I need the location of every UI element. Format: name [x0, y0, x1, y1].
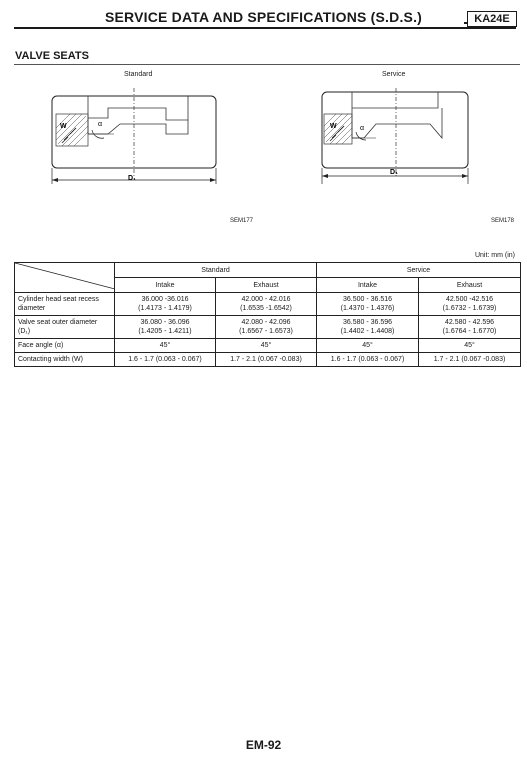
table-cell [317, 316, 419, 339]
cell-in: (1.4173 - 1.4179) [138, 305, 192, 312]
cell-in: (1.4370 - 1.4376) [340, 305, 395, 312]
table-cell [115, 293, 216, 316]
standard-figure-label: Standard [124, 71, 153, 78]
cell-mm: 36.080 - 36.096 [140, 319, 190, 326]
row-label-line-2: (D₁) [18, 328, 31, 335]
standard-alpha-label: α [98, 121, 103, 128]
cell-mm: 42.000 - 42.016 [241, 296, 291, 303]
table-group-header-row [15, 263, 521, 278]
cell-in: (1.6764 - 1.6770) [442, 328, 497, 335]
service-figure-label: Service [382, 71, 406, 78]
cell-mm: 42.500 -42.516 [445, 296, 494, 303]
service-w-label: W [330, 123, 337, 130]
row-label [15, 293, 115, 316]
model-code-badge: KA24E [467, 11, 517, 27]
page-number: EM-92 [245, 738, 282, 752]
table-cell [317, 293, 419, 316]
table-cell [216, 316, 317, 339]
table-cell: 45° [115, 339, 216, 353]
standard-figure-code: SEM177 [230, 218, 254, 224]
unit-note: Unit: mm (in) [474, 252, 515, 259]
cell-mm: 42.080 - 42.096 [241, 319, 291, 326]
cell-in: (1.4205 - 1.4211) [138, 328, 192, 335]
table-cell: 1.6 - 1.7 (0.063 - 0.067) [317, 353, 419, 367]
corner-diagonal-line [15, 263, 115, 289]
standard-d-label: D₁ [128, 175, 136, 182]
group-header-standard: Standard [115, 263, 317, 278]
section-title: VALVE SEATS [15, 50, 89, 62]
table-cell: 1.7 - 2.1 (0.067 -0.083) [216, 353, 317, 367]
table-corner-cell [15, 263, 115, 293]
header-rule [14, 27, 516, 29]
cell-in: (1.4402 - 1.4408) [340, 328, 395, 335]
table-row [15, 339, 521, 353]
page-header-title: SERVICE DATA AND SPECIFICATIONS (S.D.S.) [104, 9, 423, 25]
row-label-line-2: diameter [18, 305, 46, 312]
table-cell: 1.6 - 1.7 (0.063 - 0.067) [115, 353, 216, 367]
group-header-service: Service [317, 263, 521, 278]
service-figure-code: SEM178 [491, 218, 515, 224]
table-cell [216, 293, 317, 316]
table-cell [115, 316, 216, 339]
row-label-line-1: Valve seat outer diameter [18, 319, 98, 326]
table-cell: 1.7 - 2.1 (0.067 -0.083) [419, 353, 521, 367]
table-cell [419, 293, 521, 316]
cell-in: (1.6732 - 1.6739) [442, 305, 497, 312]
service-d-label: D₁ [390, 169, 398, 176]
valve-seat-spec-table [14, 262, 521, 367]
sub-header-service-exhaust: Exhaust [419, 278, 521, 293]
sub-header-standard-exhaust: Exhaust [216, 278, 317, 293]
sub-header-standard-intake: Intake [115, 278, 216, 293]
table-row [15, 316, 521, 339]
standard-w-label: W [60, 123, 67, 130]
row-label-line-1: Cylinder head seat recess [18, 296, 99, 303]
cell-in: (1.6535 -1.6542) [240, 305, 292, 312]
cell-mm: 36.500 - 36.516 [342, 296, 393, 303]
table-cell [419, 316, 521, 339]
cell-in: (1.6567 - 1.6573) [239, 328, 293, 335]
cell-mm: 36.000 -36.016 [141, 296, 189, 303]
row-label: Contacting width (W) [15, 353, 115, 367]
row-label: Face angle (α) [15, 339, 115, 353]
standard-valve-seat-diagram [48, 88, 222, 188]
table-cell: 45° [317, 339, 419, 353]
table-row [15, 293, 521, 316]
cell-mm: 42.580 - 42.596 [444, 319, 495, 326]
table-cell: 45° [419, 339, 521, 353]
service-valve-seat-diagram [318, 88, 472, 188]
table-row [15, 353, 521, 367]
service-alpha-label: α [360, 125, 365, 132]
table-cell: 45° [216, 339, 317, 353]
cell-mm: 36.580 - 36.596 [342, 319, 393, 326]
sub-header-service-intake: Intake [317, 278, 419, 293]
row-label [15, 316, 115, 339]
section-rule [14, 64, 520, 65]
